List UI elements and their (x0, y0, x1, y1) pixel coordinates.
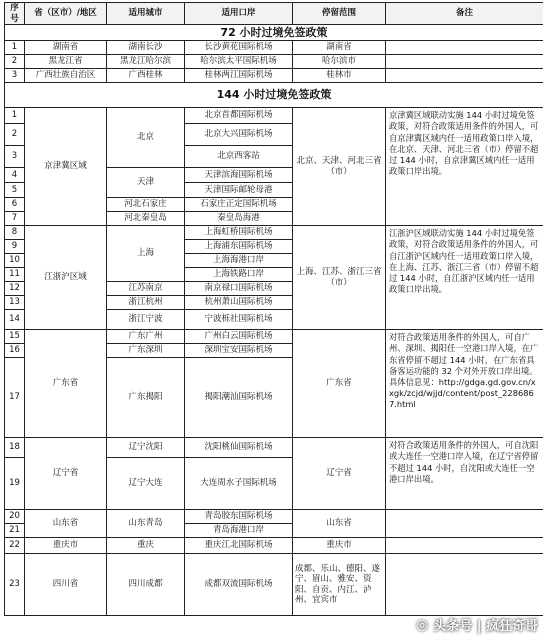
visa-free-policy-table (4, 2, 543, 616)
watermark (416, 615, 538, 634)
city-cell: 河北秦皇岛 (107, 212, 185, 226)
table-row (5, 538, 544, 554)
city-cell: 浙江杭州 (107, 296, 185, 310)
row-index: 21 (5, 524, 25, 538)
city-cell: 上海 (107, 226, 185, 282)
table-row (5, 226, 544, 240)
port-cell: 哈尔滨太平国际机场 (185, 55, 293, 69)
col-header-province: 省（区市）/地区 (25, 3, 107, 25)
port-cell: 宁波栎社国际机场 (185, 310, 293, 330)
city-cell: 辽宁沈阳 (107, 438, 185, 458)
col-header-index: 序号 (5, 3, 25, 25)
port-cell: 深圳宝安国际机场 (185, 344, 293, 358)
city-cell: 浙江宁波 (107, 310, 185, 330)
row-index: 11 (5, 268, 25, 282)
range-cell: 湖南省 (293, 41, 386, 55)
toutiao-logo-icon: ◎ (415, 616, 429, 633)
note-cell (386, 554, 544, 616)
row-index: 20 (5, 510, 25, 524)
port-cell: 秦皇岛海港 (185, 212, 293, 226)
table-row (5, 330, 544, 344)
port-cell: 成都双流国际机场 (185, 554, 293, 616)
province-cell: 四川省 (25, 554, 107, 616)
row-index: 2 (5, 124, 25, 146)
row-index: 1 (5, 41, 25, 55)
table-row (5, 108, 544, 124)
row-index: 17 (5, 358, 25, 438)
policy-table-container (4, 2, 543, 644)
city-cell: 北京 (107, 108, 185, 168)
section-72h-title: 72 小时过境免签政策 (5, 25, 544, 41)
range-cell: 重庆市 (293, 538, 386, 554)
row-index: 10 (5, 254, 25, 268)
row-index: 19 (5, 458, 25, 510)
port-cell: 北京西客站 (185, 146, 293, 168)
province-cell: 江浙沪区域 (25, 226, 107, 330)
table-header-row (5, 3, 544, 25)
port-cell: 天津滨海国际机场 (185, 168, 293, 183)
province-cell: 湖南省 (25, 41, 107, 55)
port-cell: 上海海港口岸 (185, 254, 293, 268)
province-cell: 广西壮族自治区 (25, 69, 107, 83)
city-cell: 广东深圳 (107, 344, 185, 358)
port-cell: 重庆江北国际机场 (185, 538, 293, 554)
table-row (5, 554, 544, 616)
port-cell: 上海铁路口岸 (185, 268, 293, 282)
row-index: 3 (5, 146, 25, 168)
range-cell: 广东省 (293, 330, 386, 438)
port-cell: 桂林两江国际机场 (185, 69, 293, 83)
port-cell: 杭州萧山国际机场 (185, 296, 293, 310)
city-cell: 天津 (107, 168, 185, 198)
row-index: 12 (5, 282, 25, 296)
row-index: 6 (5, 198, 25, 212)
table-row (5, 438, 544, 458)
city-cell: 重庆 (107, 538, 185, 554)
province-cell: 黑龙江省 (25, 55, 107, 69)
port-cell: 上海浦东国际机场 (185, 240, 293, 254)
col-header-range: 停留范围 (293, 3, 386, 25)
city-cell: 广东揭阳 (107, 358, 185, 438)
city-cell: 江苏南京 (107, 282, 185, 296)
port-cell: 北京首都国际机场 (185, 108, 293, 124)
row-index: 23 (5, 554, 25, 616)
province-cell: 广东省 (25, 330, 107, 438)
port-cell: 广州白云国际机场 (185, 330, 293, 344)
port-cell: 南京禄口国际机场 (185, 282, 293, 296)
province-cell: 山东省 (25, 510, 107, 538)
port-cell: 北京大兴国际机场 (185, 124, 293, 146)
row-index: 16 (5, 344, 25, 358)
port-cell: 天津国际邮轮母港 (185, 183, 293, 198)
row-index: 5 (5, 183, 25, 198)
note-cell (386, 55, 544, 69)
range-cell: 哈尔滨市 (293, 55, 386, 69)
range-cell: 桂林市 (293, 69, 386, 83)
port-cell: 长沙黄花国际机场 (185, 41, 293, 55)
range-cell: 成都、乐山、德阳、遂宁、眉山、雅安、资阳、自贡、内江、泸州、宜宾市 (293, 554, 386, 616)
section-72h-row (5, 25, 544, 41)
row-index: 13 (5, 296, 25, 310)
row-index: 18 (5, 438, 25, 458)
section-144h-row (5, 83, 544, 108)
table-row (5, 510, 544, 524)
row-index: 4 (5, 168, 25, 183)
note-cell (386, 538, 544, 554)
note-cell (386, 510, 544, 538)
city-cell: 河北石家庄 (107, 198, 185, 212)
row-index: 14 (5, 310, 25, 330)
port-cell: 青岛海港口岸 (185, 524, 293, 538)
row-index: 7 (5, 212, 25, 226)
note-cell: 京津冀区域联动实施 144 小时过境免签政策，对符合政策适用条件的外国人，可自京津冀区域内任一适用政策口岸入境，在北京、天津、河北三省（市）停留不超过 144 小时，自京津冀区域内任一适用政策口岸出境。 (386, 108, 544, 226)
row-index: 22 (5, 538, 25, 554)
port-cell: 沈阳桃仙国际机场 (185, 438, 293, 458)
range-cell: 山东省 (293, 510, 386, 538)
note-cell (386, 41, 544, 55)
port-cell: 上海虹桥国际机场 (185, 226, 293, 240)
city-cell: 广东广州 (107, 330, 185, 344)
note-cell (386, 69, 544, 83)
city-cell: 辽宁大连 (107, 458, 185, 510)
port-cell: 青岛胶东国际机场 (185, 510, 293, 524)
row-index: 2 (5, 55, 25, 69)
city-cell: 四川成都 (107, 554, 185, 616)
range-cell: 辽宁省 (293, 438, 386, 510)
col-header-city: 适用城市 (107, 3, 185, 25)
port-cell: 揭阳潮汕国际机场 (185, 358, 293, 438)
table-row (5, 69, 544, 83)
note-cell: 对符合政策适用条件的外国人，可自沈阳或大连任一空港口岸入境，在辽宁省停留不超过 144 小时，自沈阳或大连任一空港口岸出境。 (386, 438, 544, 510)
city-cell: 广西桂林 (107, 69, 185, 83)
table-row (5, 55, 544, 69)
watermark-text: 头条号 | 疯狂奇哥 (433, 619, 538, 634)
port-cell: 大连周水子国际机场 (185, 458, 293, 510)
note-cell: 江浙沪区域联动实施 144 小时过境免签政策，对符合政策适用条件的外国人，可自江浙沪区域内任一适用政策口岸入境，在上海、江苏、浙江三省（市）停留不超过 144 小时，自江浙沪区域内任一适用政策口岸出境。 (386, 226, 544, 330)
province-cell: 辽宁省 (25, 438, 107, 510)
province-cell: 重庆市 (25, 538, 107, 554)
range-cell: 上海、江苏、浙江三省（市） (293, 226, 386, 330)
range-cell: 北京、天津、河北三省（市） (293, 108, 386, 226)
province-cell: 京津冀区域 (25, 108, 107, 226)
port-cell: 石家庄正定国际机场 (185, 198, 293, 212)
row-index: 8 (5, 226, 25, 240)
row-index: 15 (5, 330, 25, 344)
row-index: 9 (5, 240, 25, 254)
city-cell: 湖南长沙 (107, 41, 185, 55)
col-header-note: 备注 (386, 3, 544, 25)
note-cell: 对符合政策适用条件的外国人，可自广州、深圳、揭阳任一空港口岸入境，在广东省停留不超过 144 小时，在广东省具备客运功能的 32 个对外开放口岸出境。具体信息见：http://gdga.gd.gov.cn/xxgk/zcjd/wjjd/content/post_2286867.html (386, 330, 544, 438)
city-cell: 山东青岛 (107, 510, 185, 538)
col-header-port: 适用口岸 (185, 3, 293, 25)
table-row (5, 41, 544, 55)
city-cell: 黑龙江哈尔滨 (107, 55, 185, 69)
row-index: 3 (5, 69, 25, 83)
section-144h-title: 144 小时过境免签政策 (5, 83, 544, 108)
row-index: 1 (5, 108, 25, 124)
